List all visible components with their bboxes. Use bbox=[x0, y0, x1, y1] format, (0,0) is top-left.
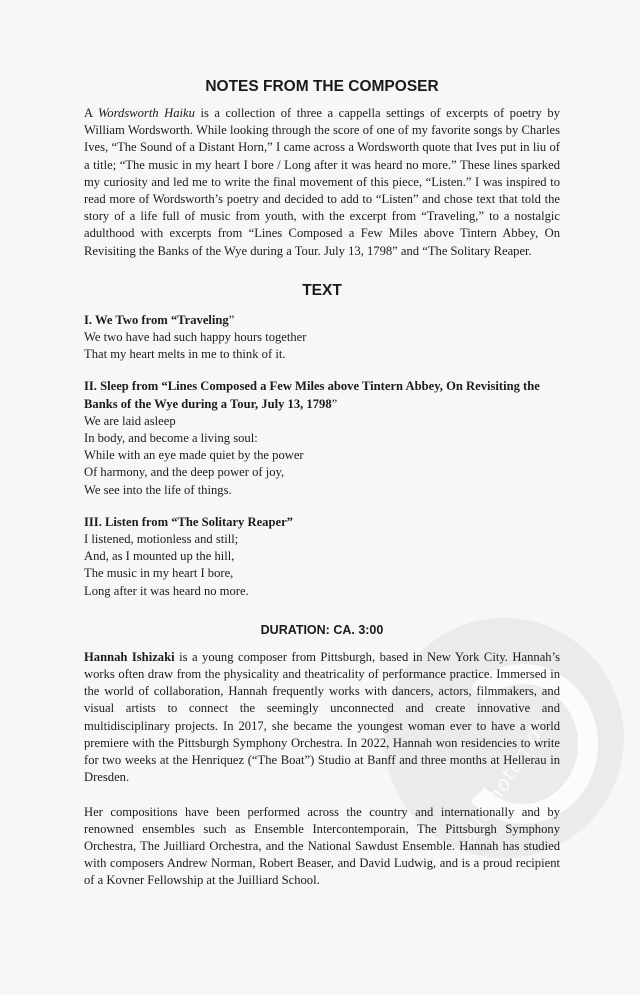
bio-paragraph-2: Her compositions have been performed across the country and internationally and by renowned ensembles such as Ensemble Intercontemporain, The Pittsburgh Symphony Orchestra, The Juilliard Orchestra, and the National Sawdust Ensemble. Hannah has studied with composers Andrew Norman, Robert Beaser, and David Ludwig, and is a proud recipient of a Kovner Fellowship at the Juilliard School. bbox=[84, 804, 560, 888]
watermark-text: alle-noten.de bbox=[456, 712, 554, 848]
movement-3-line: The music in my heart I bore, bbox=[84, 566, 234, 581]
movement-3 bbox=[84, 514, 560, 600]
movement-3-line: And, as I mounted up the hill, bbox=[84, 549, 235, 564]
movement-2-line: In body, and become a living soul: bbox=[84, 431, 258, 446]
movement-3-line: I listened, motionless and still; bbox=[84, 532, 239, 547]
bio-paragraph-1 bbox=[84, 649, 560, 787]
movement-3-line: Long after it was heard no more. bbox=[84, 583, 249, 598]
bio-para1-body: is a young composer from Pittsburgh, based in New York City. Hannah’s works often draw from the physicality and theatricality of performance practice. Immersed in the world of collaboration, Hannah frequently works with dancers, actors, filmmakers, and visual artists to connect the seemingly unconnected and create innovative and multidisciplinary projects. In 2017, she became the youngest woman ever to have a world premiere with the Pittsburgh Symphony Orchestra. In 2022, Hannah won residencies to write for two weeks at the Henriquez (“The Boat”) Studio at Banff and three months at Hellerau in Dresden. bbox=[84, 649, 560, 785]
duration-heading: DURATION: CA. 3:00 bbox=[260, 622, 384, 637]
movement-2-heading: II. Sleep from “Lines Composed a Few Miles above Tintern Abbey, On Revisiting the Banks of the Wye during a Tour, July 13, 1798 bbox=[84, 379, 540, 411]
notes-para-lead: A bbox=[84, 106, 98, 120]
movement-2 bbox=[84, 378, 560, 498]
movement-1-heading: I. We Two from “Traveling bbox=[84, 312, 229, 327]
movement-1-heading-tail: ” bbox=[228, 312, 235, 327]
movement-1-line: We two have had such happy hours together bbox=[84, 330, 307, 345]
page-content bbox=[84, 78, 560, 890]
movement-3-heading: III. Listen from “The Solitary Reaper” bbox=[84, 514, 293, 529]
movement-1 bbox=[84, 312, 560, 364]
notes-paragraph bbox=[84, 105, 560, 260]
movement-2-line: While with an eye made quiet by the power bbox=[84, 448, 304, 463]
movement-2-line: Of harmony, and the deep power of joy, bbox=[84, 465, 285, 480]
notes-para-body: is a collection of three a cappella settings of excerpts of poetry by William Wordsworth. While looking through the score of one of my favorite songs by Charles Ives, “The Sound of a Distant Horn,” I came across a Wordsworth quote that Ives put in liu of a title; “The music in my heart I bore / Long after it was heard no more.” These lines sparked my curiosity and led me to write the final movement of this piece, “Listen.” I was inspired to read more of Wordsworth’s poetry and decided to add to “Listen” and chose text that told the story of a life full of music from youth, with the excerpt from “Traveling,” to a nostalgic adulthood with excerpts from “Lines Composed a Few Miles above Tintern Abbey, On Revisiting the Banks of the Wye during a Tour. July 13, 1798” and “The Solitary Reaper. bbox=[84, 106, 560, 258]
movement-2-line: We see into the life of things. bbox=[84, 482, 232, 497]
notes-heading: NOTES FROM THE COMPOSER bbox=[205, 78, 439, 95]
movement-2-line: We are laid asleep bbox=[84, 413, 176, 428]
text-heading: TEXT bbox=[302, 281, 342, 299]
movement-2-heading-tail: ” bbox=[331, 396, 338, 411]
movement-1-line: That my heart melts in me to think of it. bbox=[84, 347, 286, 362]
composer-name: Hannah Ishizaki bbox=[84, 649, 175, 664]
notes-work-title: Wordsworth Haiku bbox=[97, 106, 195, 120]
